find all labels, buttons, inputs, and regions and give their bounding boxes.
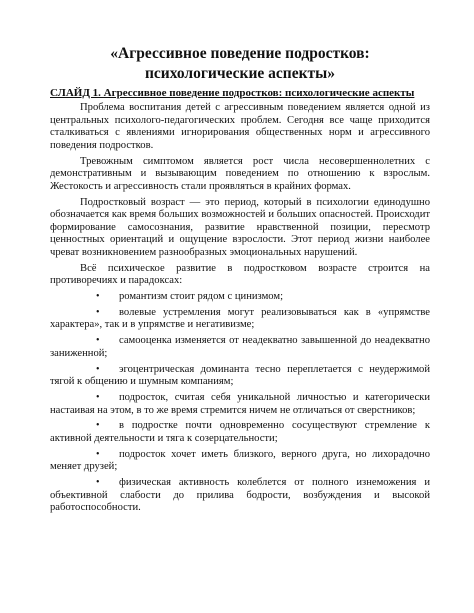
bullet-icon: • <box>96 291 100 303</box>
bullet-icon: • <box>96 477 100 489</box>
bullet-icon: • <box>96 335 100 347</box>
list-item-text: волевые устремления могут реализовываться как в «упрямстве характера», так и в упрямстве и негативизме; <box>50 306 430 331</box>
bullet-icon: • <box>96 448 100 460</box>
list-item-text: самооценка изменяется от неадекватно завышенной до неадекватно заниженной; <box>50 335 430 359</box>
list-item-text: подросток хочет иметь близкого, верного друга, но лихорадочно меняет друзей; <box>50 448 430 473</box>
list-item <box>50 335 430 360</box>
bullet-icon: • <box>96 420 100 432</box>
list-item-text: в подростке почти одновременно сосуществуют стремление к активной деятельности и тяга к созерцательности; <box>50 420 430 444</box>
list-item <box>50 307 430 332</box>
list-item <box>50 477 430 515</box>
list-item <box>50 291 430 304</box>
list-item <box>50 364 430 389</box>
bullet-icon: • <box>96 306 100 318</box>
paragraph-3: Подростковый возраст — это период, который в психологии единодушно обозначается как время больших возможностей и больших опасностей. Происходит формирование самосознания, развитие нравственной позиции, пересмотр ценностных ориентаций и ощущение взрослости. Этот период жизни наиболее чреват возникновением разнообразных эмоциональных нарушений. <box>50 196 430 258</box>
paragraph-4: Всё психическое развитие в подростковом возрасте строится на противоречиях и парадоксах: <box>50 262 430 287</box>
list-item <box>50 392 430 417</box>
bullet-list <box>50 291 430 515</box>
list-item-text: романтизм стоит рядом с цинизмом; <box>119 291 284 303</box>
list-item-text: эгоцентрическая доминанта тесно переплетается с неудержимой тягой к общению и шумным компаниям; <box>50 363 430 388</box>
list-item-text: физическая активность колеблется от полного изнеможения и объективной слабости до прилива бодрости, возбуждения и высокой работоспособности. <box>50 477 430 514</box>
list-item <box>50 420 430 445</box>
paragraph-2: Тревожным симптомом является рост числа несовершеннолетних с демонстративным и вызывающим поведением по отношению к взрослым. Жестокость и агрессивность стали проявляться в крайних формах. <box>50 155 430 192</box>
list-item-text: подросток, считая себя уникальной личностью и категорически настаивая на этом, в то же время стремится ничем не отличаться от сверстников; <box>50 391 430 416</box>
paragraph-1: Проблема воспитания детей с агрессивным поведением является одной из центральных психолого-педагогических проблем. Сегодня все чаще приходится сталкиваться с явлениями игнорирования общественных норм и агрессивного поведения подростков. <box>50 102 430 151</box>
document-title: «Агрессивное поведение подростков: психологические аспекты» <box>110 45 370 82</box>
bullet-icon: • <box>96 363 100 375</box>
slide-heading: СЛАЙД 1. Агрессивное поведение подростков: психологические аспекты <box>50 87 415 99</box>
list-item <box>50 449 430 474</box>
bullet-icon: • <box>96 391 100 403</box>
